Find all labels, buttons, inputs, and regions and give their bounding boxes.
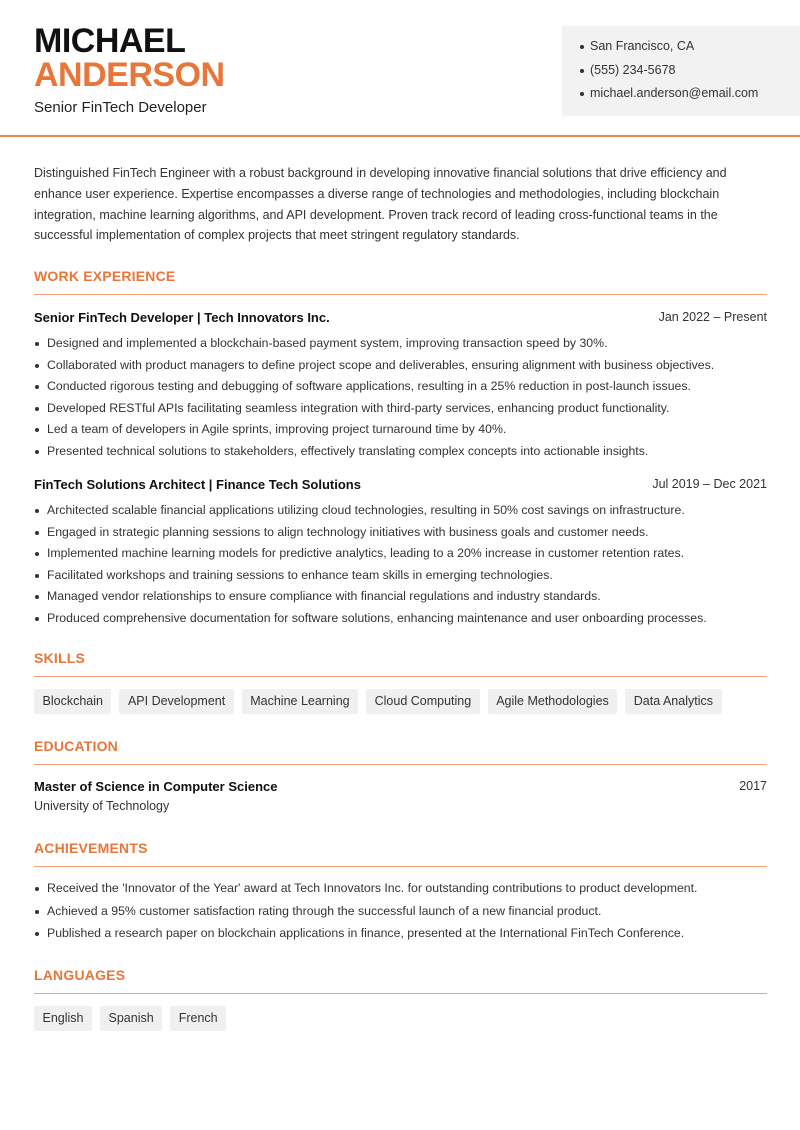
- job-role: FinTech Solutions Architect | Finance Tech Solutions: [34, 477, 361, 492]
- skill-chip: Blockchain: [34, 689, 111, 714]
- list-item: Achieved a 95% customer satisfaction rating through the successful launch of a new financial product.: [34, 903, 774, 926]
- list-item: Received the 'Innovator of the Year' award at Tech Innovators Inc. for outstanding contributions to product development.: [34, 880, 774, 903]
- section-divider: [34, 993, 767, 994]
- language-chip: French: [170, 1006, 226, 1031]
- language-chip: English: [34, 1006, 92, 1031]
- job-dates: Jan 2022 – Present: [658, 310, 767, 324]
- achievements-heading: ACHIEVEMENTS: [34, 840, 148, 856]
- education-year: 2017: [739, 779, 767, 793]
- contact-box: [562, 26, 800, 116]
- list-item: Designed and implemented a blockchain-based payment system, improving transaction speed by 30%.: [34, 335, 774, 357]
- job-title: Senior FinTech Developer: [34, 99, 207, 116]
- job-dates: Jul 2019 – Dec 2021: [652, 477, 767, 491]
- skill-chip: API Development: [119, 689, 233, 714]
- job-bullets: [34, 335, 774, 464]
- skills-heading: SKILLS: [34, 650, 85, 666]
- work-experience-heading: WORK EXPERIENCE: [34, 268, 176, 284]
- achievements-list: [34, 880, 774, 948]
- list-item: Developed RESTful APIs facilitating seamless integration with third-party services, enhancing product functionality.: [34, 400, 774, 422]
- list-item: Implemented machine learning models for predictive analytics, leading to a 20% increase in customer retention rates.: [34, 545, 774, 567]
- job-header: [34, 310, 767, 328]
- section-divider: [34, 676, 767, 677]
- skill-chip: Machine Learning: [242, 689, 358, 714]
- skill-chip: Cloud Computing: [366, 689, 480, 714]
- section-divider: [34, 294, 767, 295]
- contact-email: michael.anderson@email.com: [580, 85, 800, 109]
- contact-phone: (555) 234-5678: [580, 62, 800, 86]
- languages-heading: LANGUAGES: [34, 967, 126, 983]
- list-item: Facilitated workshops and training sessions to enhance team skills in emerging technologies.: [34, 567, 774, 589]
- section-divider: [34, 764, 767, 765]
- list-item: Architected scalable financial applications utilizing cloud technologies, resulting in 50% cost savings on infrastructure.: [34, 502, 774, 524]
- list-item: Engaged in strategic planning sessions to align technology initiatives with business goals and customer needs.: [34, 524, 774, 546]
- job-role: Senior FinTech Developer | Tech Innovators Inc.: [34, 310, 330, 325]
- job-header: [34, 477, 767, 495]
- list-item: Conducted rigorous testing and debugging of software applications, resulting in a 25% reduction in post-launch issues.: [34, 378, 774, 400]
- skill-chip: Data Analytics: [625, 689, 721, 714]
- list-item: Published a research paper on blockchain applications in finance, presented at the International FinTech Conference.: [34, 925, 774, 948]
- skills-list: [34, 689, 722, 714]
- skill-chip: Agile Methodologies: [488, 689, 618, 714]
- languages-list: [34, 1006, 226, 1031]
- job-bullets: [34, 502, 774, 631]
- list-item: Presented technical solutions to stakeholders, effectively translating complex concepts into actionable insights.: [34, 443, 774, 465]
- list-item: Managed vendor relationships to ensure compliance with financial regulations and industry standards.: [34, 588, 774, 610]
- contact-location: San Francisco, CA: [580, 38, 800, 62]
- resume-header: [0, 0, 800, 137]
- education-school: University of Technology: [34, 799, 170, 813]
- last-name: ANDERSON: [34, 56, 225, 94]
- list-item: Produced comprehensive documentation for software solutions, enhancing maintenance and user onboarding processes.: [34, 610, 774, 632]
- language-chip: Spanish: [100, 1006, 162, 1031]
- summary: Distinguished FinTech Engineer with a robust background in developing innovative financial solutions that drive efficiency and enhance user experience. Expertise encompasses a diverse range of technologies and methodologies, including blockchain integration, machine learning algorithms, and API development. Proven track record of leading cross-functional teams in the successful implementation of complex projects that meet stringent regulatory standards.: [34, 166, 727, 243]
- education-heading: EDUCATION: [34, 738, 118, 754]
- list-item: Collaborated with product managers to define project scope and deliverables, ensuring alignment with business objectives.: [34, 357, 774, 379]
- list-item: Led a team of developers in Agile sprints, improving project turnaround time by 40%.: [34, 421, 774, 443]
- education-degree: Master of Science in Computer Science: [34, 779, 278, 794]
- section-divider: [34, 866, 767, 867]
- first-name: MICHAEL: [34, 22, 186, 60]
